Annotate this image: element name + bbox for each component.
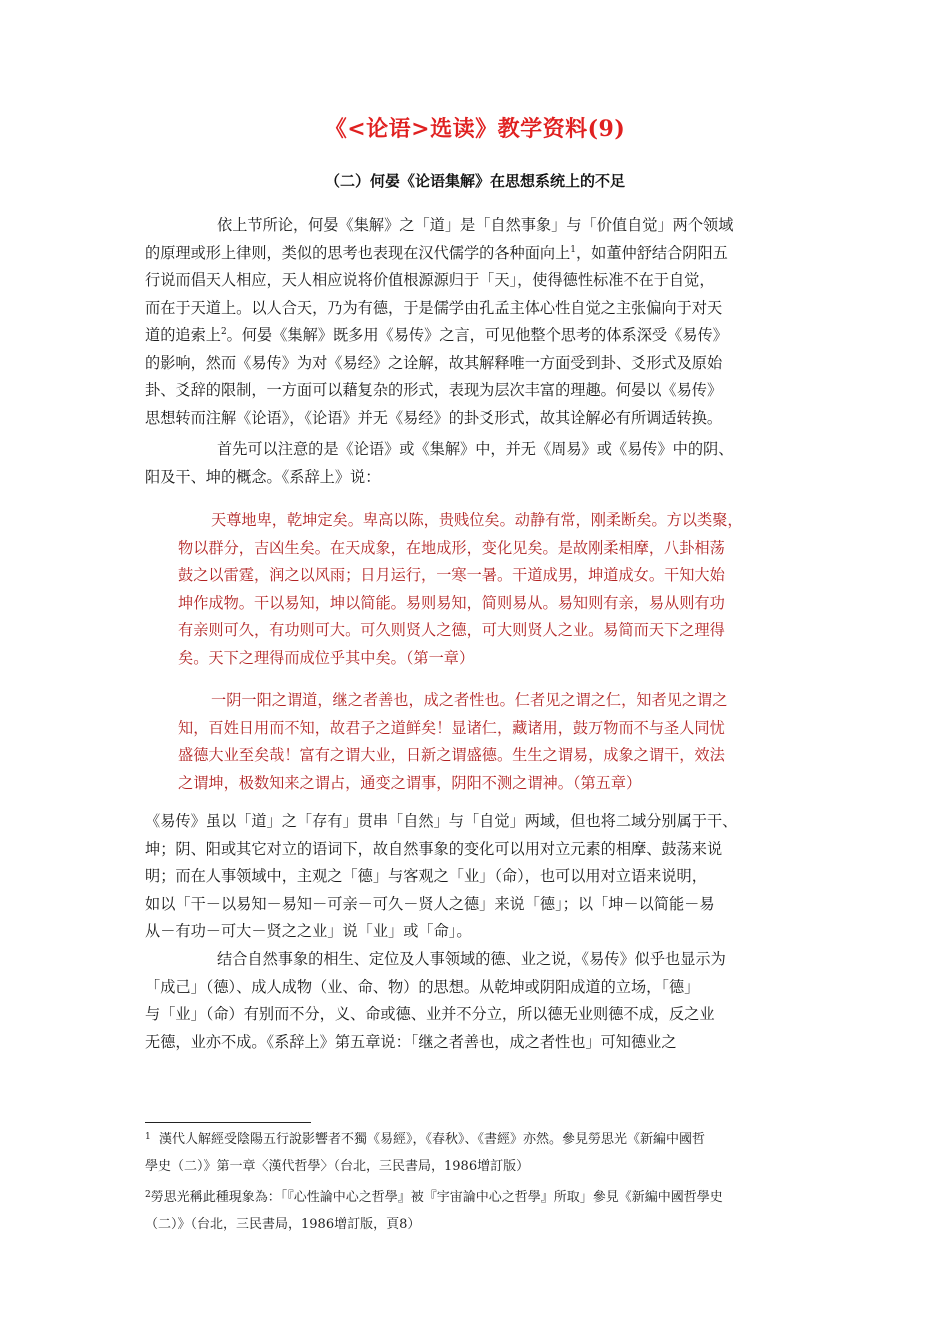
para2-line-1: 首先可以注意的是《论语》或《集解》中，并无《周易》或《易传》中的阴、 (217, 440, 734, 458)
para1-line-2: 的原理或形上律则，类似的思考也表现在汉代儒学的各种面向上 (145, 243, 571, 262)
section-title: （二）何晏《论语集解》在思想系统上的不足 (324, 172, 625, 190)
quote-xici-chapter-5 (178, 687, 806, 797)
footnote-2-line-2: （二）》（台北，三民書局，1986增訂版，頁8） (145, 1217, 421, 1232)
quote2-line-4: 之谓坤，极数知来之谓占，通变之谓事，阴阳不测之谓神。（第五章） (178, 773, 642, 792)
footnote-1-line-1: 漢代人解經受陰陽五行說影響者不獨《易經》，《春秋》、《書經》亦然。參見勞思光《新編中國哲 (159, 1132, 706, 1147)
quote1-line-6: 矣。天下之理得而成位乎其中矣。（第一章） (178, 648, 475, 667)
paragraph-1 (145, 212, 813, 432)
para3-line-2: 坤；阴、阳或其它对立的语词下，故自然事象的变化可以用对立元素的相摩、鼓荡来说 (145, 839, 723, 858)
para4-line-4: 无德，业亦不成。《系辞上》第五章说：「继之者善也，成之者性也」可知德业之 (145, 1032, 677, 1051)
para3-line-3: 明；而在人事领域中，主观之「德」与客观之「业」（命），也可以用对立语来说明， (145, 867, 707, 885)
quote-xici-chapter-1 (178, 507, 806, 672)
page-title: 《<论语>选读》教学资料(9) (324, 116, 626, 142)
para1-line-1: 依上节所论，何晏《集解》之「道」是「自然事象」与「价值自觉」两个领域 (217, 216, 734, 234)
para1-line-6: 的影响，然而《易传》为对《易经》之诠解，故其解释唯一方面受到卦、爻形式及原始 (145, 353, 723, 372)
para1-line-5b: 。何晏《集解》既多用《易传》之言，可见他整个思考的体系深受《易传》 (226, 326, 728, 344)
quote1-line-2: 物以群分，吉凶生矣。在天成象，在地成形，变化见矣。是故刚柔相摩，八卦相荡 (178, 538, 725, 557)
quote1-line-1: 天尊地卑，乾坤定矣。卑高以陈，贵贱位矣。动静有常，刚柔断矣。方以类聚， (211, 511, 743, 529)
para1-line-4: 而在于天道上。以人合天，乃为有德，于是儒学由孔孟主体心性自觉之主张偏向于对天 (145, 298, 723, 317)
para4-line-1: 结合自然事象的相生、定位及人事领域的德、业之说，《易传》似乎也显示为 (217, 950, 726, 968)
quote2-line-2: 知，百姓日用而不知，故君子之道鲜矣！显诸仁，藏诸用，鼓万物而不与圣人同忧 (178, 718, 725, 737)
footnote-2-number: 2 (145, 1190, 151, 1200)
para3-line-1: 《易传》虽以「道」之「存有」贯串「自然」与「自觉」两域，但也将二域分别属于干、 (145, 812, 738, 830)
para3-line-5: 从－有功－可大－贤之之业」说「业」或「命」。 (145, 922, 472, 940)
quote1-line-3: 鼓之以雷霆，润之以风雨；日月运行，一寒一暑。干道成男，坤道成女。干知大始 (178, 566, 725, 584)
paragraph-3 (145, 808, 813, 946)
footnote-ref-2[interactable]: 2 (220, 327, 227, 337)
footnote-divider (145, 1122, 311, 1123)
para1-line-8: 思想转而注解《论语》，《论语》并无《易经》的卦爻形式，故其诠解必有所调适转换。 (145, 408, 723, 427)
quote2-line-1: 一阴一阳之谓道，继之者善也，成之者性也。仁者见之谓之仁，知者见之谓之 (211, 691, 728, 709)
para1-line-2b: ，如董仲舒结合阴阳五 (575, 243, 728, 262)
para3-line-4: 如以「干－以易知－易知－可亲－可久－贤人之德」来说「德」；以「坤－以简能－易 (145, 894, 715, 913)
footnote-1 (145, 1124, 805, 1180)
para4-line-3: 与「业」（命）有别而不分，义、命或德、业并不分立，所以德无业则德不成，反之业 (145, 1005, 715, 1023)
quote1-line-4: 坤作成物。干以易知，坤以简能。易则易知，简则易从。易知则有亲，易从则有功 (178, 593, 725, 612)
para1-line-7: 卦、爻辞的限制，一方面可以藉复杂的形式，表现为层次丰富的理趣。何晏以《易传》 (145, 381, 723, 399)
paragraph-4 (145, 946, 813, 1056)
para4-line-2: 「成己」（德）、成人成物（业、命、物）的思想。从乾坤或阴阳成道的立场，「德」 (145, 977, 700, 996)
para1-line-5: 道的追索上 (145, 326, 221, 344)
para2-line-2: 阳及干、坤的概念。《系辞上》说： (145, 467, 381, 486)
footnote-ref-1[interactable]: 1 (570, 244, 576, 255)
footnote-2 (145, 1182, 805, 1238)
footnote-2-line-1: 勞思光稱此種現象為：「『心性論中心之哲學』被『宇宙論中心之哲學』所取」參見《新編中國哲學史 (150, 1190, 723, 1205)
footnote-1-number: 1 (145, 1132, 151, 1142)
footnote-1-line-2: 學史（二）》第一章〈漢代哲學〉（台北，三民書局，1986增訂版） (145, 1159, 530, 1174)
quote1-line-5: 有亲则可久，有功则可大。可久则贤人之德，可大则贤人之业。易简而天下之理得 (178, 621, 725, 639)
paragraph-2 (145, 436, 813, 491)
quote2-line-3: 盛德大业至矣哉！富有之谓大业，日新之谓盛德。生生之谓易，成象之谓干，效法 (178, 746, 725, 764)
para1-line-3: 行说而倡天人相应，天人相应说将价值根源源归于「天」，使得德性标准不在于自觉， (145, 271, 715, 289)
